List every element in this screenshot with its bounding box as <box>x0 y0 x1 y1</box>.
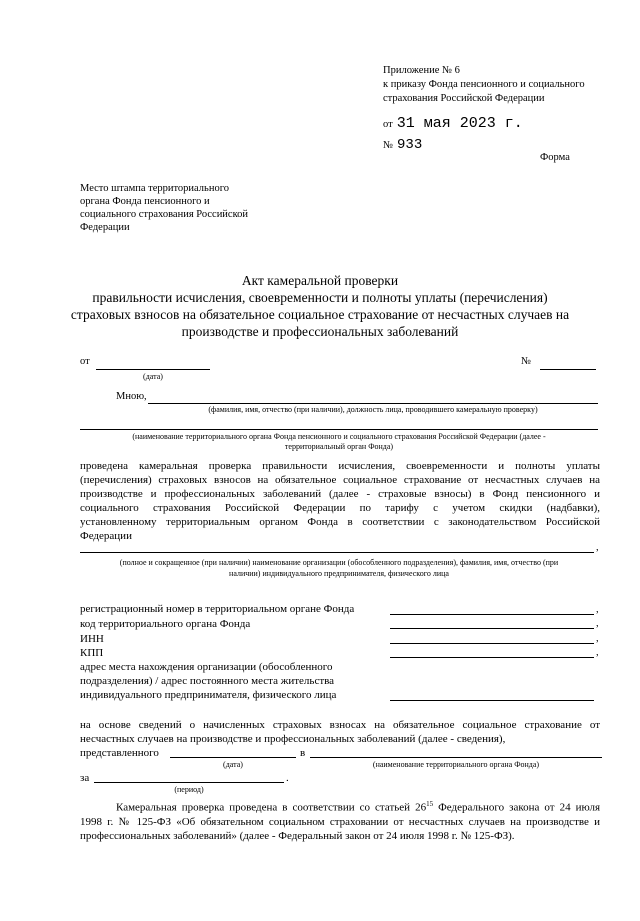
submitted-date-field[interactable] <box>170 757 296 758</box>
number-prefix: № <box>383 140 394 151</box>
reg-number-comma: , <box>596 604 599 615</box>
number-label: № <box>521 356 532 367</box>
stamp-place-line2: органа Фонда пенсионного и <box>80 196 210 207</box>
fund-code-field[interactable] <box>390 628 594 629</box>
fund-code-comma: , <box>596 618 599 629</box>
number-value: 933 <box>397 137 423 153</box>
document-title <box>0 272 640 340</box>
main-line2: (перечисления) страховых взносов на обязательное социальное страхование от несчастных случаев на <box>80 474 600 486</box>
fund-code-label: код территориального органа Фонда <box>80 618 251 630</box>
closing-line1-sup: 15 <box>426 800 434 808</box>
inn-field[interactable] <box>390 643 594 644</box>
basis-paragraph <box>80 718 600 746</box>
main-line1: проведена камеральная проверка правильности исчисления, своевременности и полноты уплаты <box>80 460 600 472</box>
reg-number-label: регистрационный номер в территориальном органе Фонда <box>80 603 355 615</box>
kpp-label: КПП <box>80 647 104 659</box>
title-line4: производстве и профессиональных заболеваний <box>181 324 459 339</box>
inn-comma: , <box>596 633 599 644</box>
stamp-place-line4: Федерации <box>80 222 130 233</box>
from-label: от <box>80 356 90 367</box>
appendix-date <box>383 114 523 132</box>
for-label: за <box>80 772 90 784</box>
address-label-line3: индивидуального предпринимателя, физического лица <box>80 689 337 701</box>
main-line6: Федерации <box>80 530 132 542</box>
inn-label: ИНН <box>80 633 104 645</box>
kpp-field[interactable] <box>390 657 594 658</box>
date-prefix: от <box>383 119 393 130</box>
inspector-label: Мною, <box>116 391 147 402</box>
closing-line2: 1998 г. № 125-ФЗ «Об обязательном социальном страховании от несчастных случаев на производстве и <box>80 815 600 828</box>
org-caption-line2: наличии) индивидуального предпринимателя, физического лица <box>229 569 449 578</box>
period-caption: (период) <box>174 785 204 794</box>
closing-line1 <box>80 797 600 815</box>
period-field[interactable] <box>94 782 284 783</box>
in-label: в <box>300 747 306 759</box>
submitted-label: представленного <box>80 747 159 759</box>
inspector-field[interactable] <box>148 403 598 404</box>
closing-line1-a: Камеральная проверка проведена в соответствии со статьей 26 <box>116 801 427 814</box>
fund-body-caption-line1: (наименование территориального органа Фонда пенсионного и социального страхования Российской Федерации (далее - <box>132 432 546 441</box>
closing-line3: профессиональных заболеваний» (далее - Федеральный закон от 24 июля 1998 г. № 125-ФЗ). <box>80 829 515 842</box>
submitted-organ-caption: (наименование территориального органа Фонда) <box>372 760 540 769</box>
title-line2: правильности исчисления, своевременности и полноты уплаты (перечисления) <box>92 290 548 305</box>
organization-field[interactable] <box>80 552 594 553</box>
address-label-line2: подразделения) / адрес постоянного места жительства <box>80 675 335 687</box>
main-line4: социального страхования Российской Федерации по тарифу с учетом скидки (надбавки), <box>80 502 600 514</box>
main-line3: производстве и профессиональных заболеваний (далее - страховые взносы) в Фонд пенсионного и <box>80 488 600 500</box>
title-line3: страховых взносов на обязательное социальное страхование от несчастных случаев на <box>70 307 570 322</box>
address-field[interactable] <box>390 700 594 701</box>
appendix-line3: страхования Российской Федерации <box>383 93 545 104</box>
appendix-line2: к приказу Фонда пенсионного и социального <box>383 79 585 90</box>
act-date-field[interactable] <box>96 369 210 370</box>
org-caption-line1: (полное и сокращенное (при наличии) наименование организации (обособленного подразделения), фамилия, имя, отчество (при <box>119 558 559 567</box>
inspector-caption: (фамилия, имя, отчество (при наличии), должность лица, проводившего камеральную проверку) <box>208 405 538 414</box>
basis-line2: несчастных случаев на производстве и профессиональных заболеваний (далее - сведения), <box>80 733 506 745</box>
act-date-caption: (дата) <box>143 372 163 381</box>
main-paragraph <box>80 459 600 543</box>
basis-line1: на основе сведений о начисленных страховых взносах на обязательное социальное страхование от <box>80 719 600 731</box>
submitted-date-caption: (дата) <box>223 760 243 769</box>
closing-line1-b: Федерального закона от 24 июля <box>433 801 601 814</box>
kpp-comma: , <box>596 647 599 658</box>
fund-body-caption-line2: территориальный орган Фонда) <box>284 442 394 451</box>
title-line1: Акт камеральной проверки <box>241 273 399 288</box>
submitted-organ-field[interactable] <box>310 757 602 758</box>
main-line5: установленному территориальным органом Фонда в соответствии с законодательством Российской <box>80 516 600 528</box>
date-value: 31 мая 2023 г. <box>396 115 523 132</box>
reg-number-field[interactable] <box>390 614 594 615</box>
organization-comma: , <box>596 542 599 553</box>
stamp-place-line1: Место штампа территориального <box>80 183 229 194</box>
act-number-field[interactable] <box>540 369 596 370</box>
fund-body-field[interactable] <box>80 429 598 430</box>
stamp-place-line3: социального страхования Российской <box>80 209 249 220</box>
period-end: . <box>286 772 289 784</box>
appendix-line1: Приложение № 6 <box>383 65 460 76</box>
appendix-number <box>383 135 422 153</box>
closing-paragraph <box>80 797 600 843</box>
address-label-line1: адрес места нахождения организации (обособленного <box>80 661 333 673</box>
form-label: Форма <box>540 152 570 163</box>
